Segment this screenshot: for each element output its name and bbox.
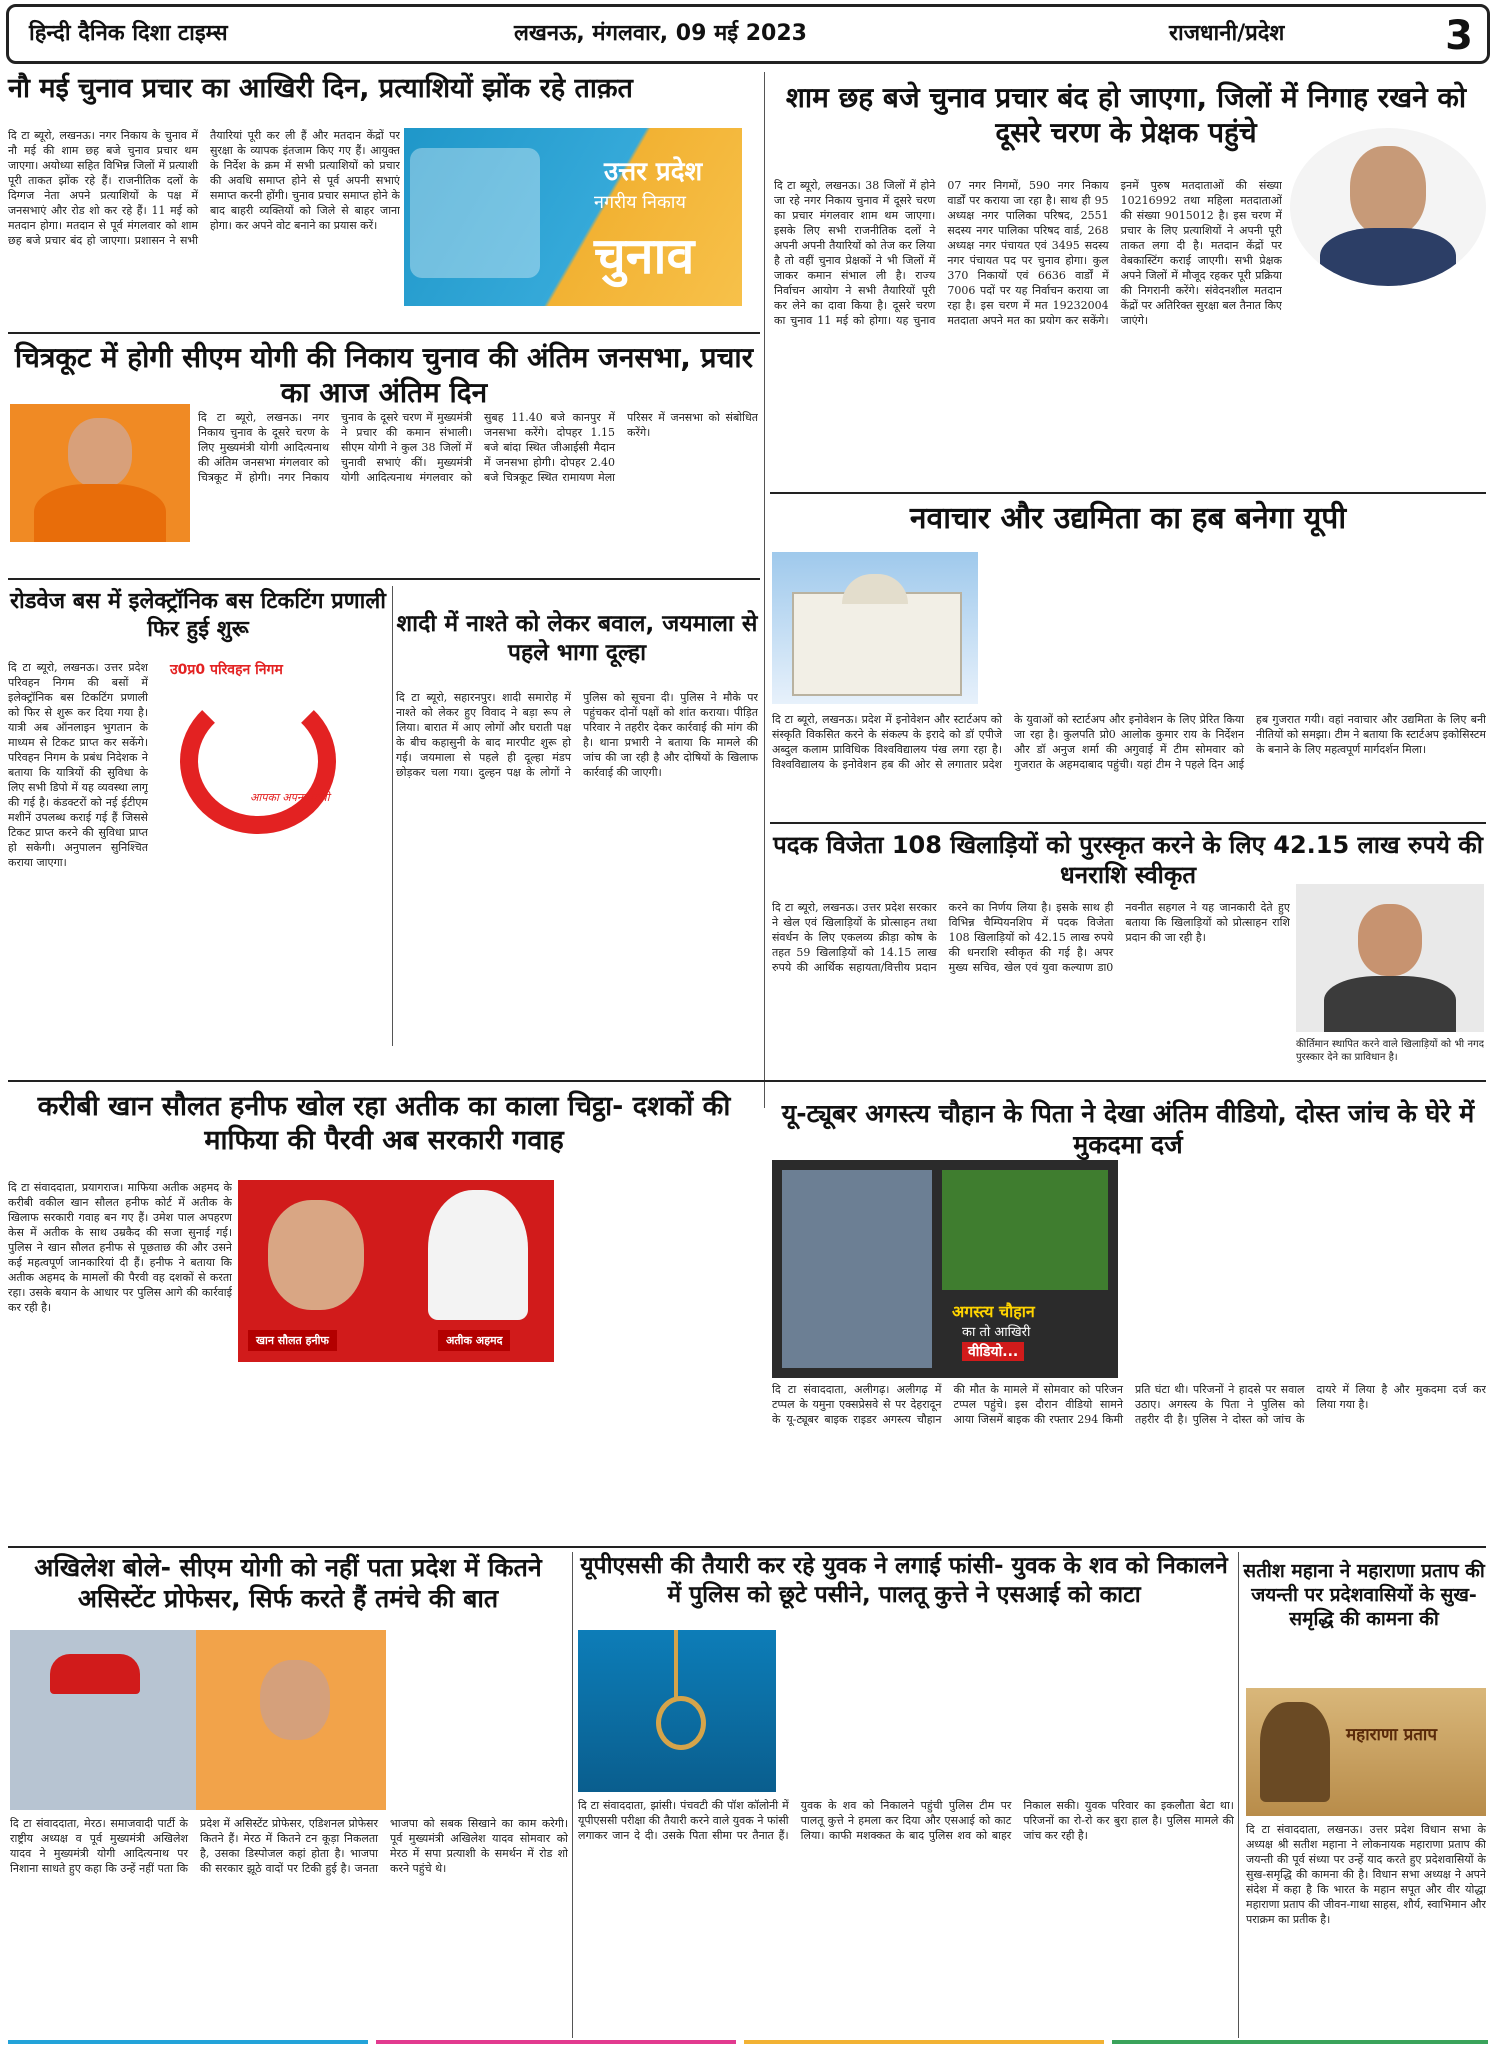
poster-title: महाराणा प्रताप	[1346, 1725, 1437, 1745]
section-name: राजधानी/प्रदेश	[1169, 21, 1285, 46]
upsrtc-logo-text: उ0प्र0 परिवहन निगम	[170, 662, 283, 678]
headline-upsc-aspirant: यूपीएससी की तैयारी कर रहे युवक ने लगाई फांसी- युवक के शव को निकालने में पुलिस को छूटे पसीने, पालतू कुत्ते ने एसआई को काटा	[580, 1553, 1228, 1608]
page-number: 3	[1445, 13, 1473, 59]
official-face	[1350, 146, 1426, 236]
section-divider	[8, 1546, 1486, 1548]
rope	[674, 1630, 678, 1700]
headline-roadways: रोडवेज बस में इलेक्ट्रॉनिक बस टिकटिंग प्रणाली फिर हुई शुरू	[10, 589, 386, 642]
section-divider	[8, 578, 760, 580]
body-yogi-chitrakoot: दि टा ब्यूरो, लखनऊ। नगर निकाय चुनाव के दूसरे चरण के लिए मुख्यमंत्री योगी आदित्यनाथ की अंतिम जनसभा मंगलवार को चित्रकूट में होगी। नगर निकाय चुनाव के दूसरे चरण में मुख्यमंत्री ने प्रचार की कमान संभाली। सीएम योगी ने कुल 38 जिलों में चुनावी सभाएं कीं। मुख्यमंत्री योगी आदित्यनाथ मंगलवार को सुबह 11.40 बजे कानपुर में जनसभा करेंगे। दोपहर 1.15 बजे बांदा स्थित जीआईसी मैदान में जनसभा होगी। दोपहर 2.40 बजे चित्रकूट स्थित रामायण मेला परिसर में जनसभा को संबोधित करेंगे।	[198, 411, 758, 484]
election-graphic	[404, 128, 742, 306]
section-divider	[770, 492, 1486, 494]
body-atiq-case-lower	[238, 1370, 760, 1520]
body-medal-winners: दि टा ब्यूरो, लखनऊ। उत्तर प्रदेश सरकार ने खेल एवं खिलाड़ियों के प्रोत्साहन तथा संवर्धन के लिए एकलव्य क्रीड़ा कोष के तहत 59 खिलाड़ियों को 14.15 लाख रुपये की आर्थिक सहायता/वित्तीय प्रदान करने का निर्णय लिया है। इसके साथ ही विभिन्न चैम्पियनशिप में पदक विजेता 108 खिलाड़ियों को 42.15 लाख रुपये की धनराशि स्वीकृत की गई है। अपर मुख्य सचिव, खेल एवं युवा कल्याण डा0 नवनीत सहगल ने यह जानकारी देते हुए बताया कि खिलाड़ियों को प्रोत्साहन राशि प्रदान की जा रही है।	[772, 901, 1290, 974]
body-mahana: दि टा संवाददाता, लखनऊ। उत्तर प्रदेश विधान सभा के अध्यक्ष श्री सतीश महाना ने लोकनायक महाराणा प्रताप की जयन्ती की पूर्व संध्या पर उन्हें याद करते हुए प्रदेशवासियों के सुख-समृद्धि की कामना की है। विधान सभा अध्यक्ष ने अपने संदेश में कहा है कि भारत के महान सपूत और वीर योद्धा महाराणा प्रताप की जीवन-गाथा साहस, शौर्य, स्वाभिमान और पराक्रम का प्रतीक है।	[1246, 1823, 1486, 1926]
headline-youtuber: यू-ट्यूबर अगस्त्य चौहान के पिता ने देखा अंतिम वीडियो, दोस्त जांच के घेरे में मुकदमा दर्ज	[781, 1099, 1475, 1160]
headline-akhilesh: अखिलेश बोले- सीएम योगी को नहीं पता प्रदेश में कितने असिस्टेंट प्रोफेसर, सिर्फ करते हैं तमंचे की बात	[34, 1553, 542, 1614]
maharana-poster	[1246, 1688, 1486, 1816]
upsrtc-logo	[150, 660, 390, 820]
building-block	[792, 592, 962, 696]
upsrtc-tagline: आपका अपना साथी	[250, 791, 330, 804]
label-atiq: अतीक अहमद	[438, 1330, 510, 1351]
university-building-photo	[772, 552, 978, 704]
section-divider	[770, 822, 1486, 824]
atiq-case-photo	[238, 1180, 554, 1362]
footer-strip	[744, 2040, 1104, 2044]
noose-loop-icon	[656, 1696, 706, 1750]
headline-medal-winners: पदक विजेता 108 खिलाड़ियों को पुरस्कृत करने के लिए 42.15 लाख रुपये की धनराशि स्वीकृत	[773, 831, 1483, 889]
body-upsc-aspirant: दि टा संवाददाता, झांसी। पंचवटी की पॉश कॉलोनी में यूपीएससी परीक्षा की तैयारी करने वाले युवक ने फांसी लगाकर जान दे दी। उसके पिता सीमा पर तैनात हैं। युवक के शव को निकालने पहुंची पुलिस टीम पर पालतू कुत्ते ने हमला कर दिया और एसआई को काट लिया। काफी मशक्कत के बाद पुलिस शव को बाहर निकाल सकी। युवक परिवार का इकलौता बेटा था। परिजनों का रो-रो कर बुरा हाल है। पुलिस मामले की जांच कर रही है।	[578, 1799, 1234, 1842]
headline-yogi-chitrakoot: चित्रकूट में होगी सीएम योगी की निकाय चुनाव की अंतिम जनसभा, प्रचार का आज अंतिम दिन	[14, 341, 754, 409]
column-divider	[572, 1552, 573, 2038]
youtuber-portrait	[782, 1170, 932, 1368]
column-divider	[1238, 1552, 1239, 2038]
headline-election-observers: शाम छह बजे चुनाव प्रचार बंद हो जाएगा, जिलों में निगाह रखने को दूसरे चरण के प्रेक्षक पहुंचे	[785, 81, 1467, 149]
official-photo	[1290, 128, 1486, 286]
photo-text-1: अगस्त्य चौहान	[952, 1302, 1035, 1321]
official-suit	[1324, 976, 1456, 1032]
graphic-line-1: उत्तर प्रदेश	[604, 157, 703, 187]
body-roadways-cont	[152, 830, 392, 1040]
body-wedding: दि टा ब्यूरो, सहारनपुर। शादी समारोह में नाश्ते को लेकर हुए विवाद ने बड़ा रूप ले लिया। बारात में आए लोगों और घराती पक्ष के बीच कहासुनी के बाद मारपीट शुरू हो गई। जयमाला से पहले ही दूल्हा मंडप छोड़कर चला गया। दुल्हन पक्ष के लोगों ने पुलिस को सूचना दी। पुलिस ने मौके पर पहुंचकर दोनों पक्षों को शांत कराया। पीड़ित परिवार ने तहरीर देकर कार्रवाई की मांग की है। थाना प्रभारी ने बताया कि मामले की जांच की जा रही है और दोषियों के खिलाफ कार्रवाई की जाएगी।	[396, 691, 758, 779]
masthead	[6, 4, 1490, 64]
yogi-face	[68, 418, 132, 488]
official-coat	[1320, 228, 1456, 286]
ballot-box-icon	[410, 148, 540, 278]
footer-strip	[8, 2040, 368, 2044]
paper-name: हिन्दी दैनिक दिशा टाइम्स	[29, 21, 228, 46]
headline-wedding: शादी में नाश्ते को लेकर बवाल, जयमाला से पहले भागा दूल्हा	[396, 611, 758, 666]
noose-photo	[578, 1630, 776, 1792]
section-divider	[8, 332, 760, 334]
yogi-face-2	[260, 1660, 330, 1740]
label-hanif: खान सौलत हनीफ	[248, 1330, 337, 1351]
body-akhilesh-right	[392, 1630, 568, 1810]
body-upsc-aspirant-upper	[784, 1630, 1234, 1792]
sports-official-photo	[1296, 884, 1484, 1032]
body-youtuber: दि टा संवाददाता, अलीगढ़। अलीगढ़ में टप्पल के यमुना एक्सप्रेसवे से पर देहरादून के यू-ट्यूबर बाइक राइडर अगस्त्य चौहान की मौत के मामले में सोमवार को परिजन टप्पल पहुंचे। इस दौरान वीडियो सामने आया जिसमें बाइक की रफ्तार 294 किमी प्रति घंटा थी। परिजनों ने हादसे पर सवाल उठाए। अगस्त्य के पिता ने पुलिस को तहरीर दी है। पुलिस ने दोस्त को जांच के दायरे में लिया है और मुकदमा दर्ज कर लिया गया है।	[772, 1383, 1486, 1426]
red-cap	[50, 1654, 140, 1694]
body-roadways: दि टा ब्यूरो, लखनऊ। उत्तर प्रदेश परिवहन निगम की बसों में इलेक्ट्रॉनिक बस टिकटिंग प्रणाली को फिर से शुरू कर दिया गया है। यात्री अब ऑनलाइन भुगतान के माध्यम से टिकट प्राप्त कर सकेंगे। परिवहन निगम के प्रबंध निदेशक ने बताया कि यात्रियों की सुविधा के लिए सभी डिपो में यह व्यवस्था लागू की गई है। कंडक्टरों को नई ईटीएम मशीनें उपलब्ध कराई गई हैं जिससे टिकट प्राप्त करने की सुविधा प्राप्त हो सकेगी। अनुपालन सुनिश्चित कराया जाएगा।	[8, 661, 148, 869]
hanif-face	[268, 1200, 364, 1310]
footer-strip	[1112, 2040, 1488, 2044]
akhilesh-yogi-photo	[10, 1630, 386, 1810]
headline-atiq-case: करीबी खान सौलत हनीफ खोल रहा अतीक का काला चिट्ठा- दशकों की माफिया की पैरवी अब सरकारी गवाह	[37, 1091, 731, 1156]
body-election-observers: दि टा ब्यूरो, लखनऊ। 38 जिलों में होने जा रहे नगर निकाय चुनाव में दूसरे चरण का प्रचार मंगलवार शाम थम जाएगा। इसके लिए सभी राजनीतिक दलों ने अपनी अपनी तैयारियों को तेज कर लिया है तो वहीं चुनाव प्रेक्षकों ने भी जिलों में जाकर कमान संभाल ली है। राज्य निर्वाचन आयोग ने सभी तैयारियों पूरी कर लेने का दावा किया है। दूसरे चरण का चुनाव 11 मई को होगा। यह चुनाव 07 नगर निगमों, 590 नगर निकाय वार्डों पर कराया जा रहा है। साथ ही 95 अध्यक्ष नगर पालिका परिषद, 2551 सदस्य नगर पालिका परिषद वार्ड, 268 अध्यक्ष नगर पंचायत एवं 3495 सदस्य नगर पंचायत पद पर चुनाव होगा। कुल 370 निकायों एवं 6636 वार्डों में 7006 पदों पर यह निर्वाचन कराया जा रहा है। इस चरण में मत 19232004 मतदाता अपने मत का प्रयोग कर सकेंगे। इनमें पुरुष मतदाताओं की संख्या 10216992 तथा महिला मतदाताओं की संख्या 9015012 है। इस चरण में प्रचार के लिए प्रत्याशियों ने अपनी पूरी ताकत लगा दी है। मतदान केंद्रों पर वेबकास्टिंग कराई जाएगी। सभी प्रेक्षक अपने जिलों में मौजूद रहकर पूरी प्रक्रिया की निगरानी करेंगे। संवेदनशील मतदान केंद्रों पर अतिरिक्त सुरक्षा बल तैनात किए जाएंगे।	[774, 179, 1282, 327]
graphic-line-2: नगरीय निकाय	[594, 192, 686, 213]
building-dome	[842, 574, 908, 604]
body-election-observers-cont	[1290, 292, 1486, 488]
body-startup-hub-upper	[986, 552, 1486, 704]
yogi-photo	[10, 404, 190, 542]
yogi-robe	[34, 484, 166, 542]
body-youtuber-right	[1124, 1172, 1486, 1372]
photo-text-3: वीडियो...	[962, 1342, 1024, 1361]
body-atiq-case: दि टा संवाददाता, प्रयागराज। माफिया अतीक अहमद के करीबी वकील खान सौलत हनीफ कोर्ट में अतीक के खिलाफ सरकारी गवाह बन गए हैं। उमेश पाल अपहरण केस में अतीक के साथ उम्रकैद की सजा सुनाई गई। पुलिस ने खान सौलत हनीफ से पूछताछ की और उसने कई महत्वपूर्ण जानकारियां दी हैं। हनीफ ने बताया कि अतीक अहमद के मामलों की पैरवी वह दशकों से करता रहा। उसके बयान के आधार पर पुलिस आगे की कार्रवाई कर रही है।	[8, 1181, 232, 1314]
photo-text-2: का तो आखिरी	[962, 1325, 1031, 1340]
column-divider	[764, 72, 765, 1108]
column-divider	[392, 586, 393, 1046]
atiq-turban	[428, 1190, 528, 1320]
body-poll-last-day: दि टा ब्यूरो, लखनऊ। नगर निकाय के चुनाव में नौ मई की शाम छह बजे चुनाव प्रचार थम जाएगा। अयोध्या सहित विभिन्न जिलों में प्रत्याशी पूरी ताकत झोंक रहे हैं। राजनीतिक दलों के दिग्गज नेता अपने प्रत्याशियों के पक्ष में जनसभाएं और रोड शो कर रहे हैं। 11 मई को मतदान होगा। मतदान से पूर्व मंगलवार को शाम छह बजे प्रचार बंद हो जाएगा। प्रशासन ने सभी तैयारियां पूरी कर ली हैं और मतदान केंद्रों पर सुरक्षा के व्यापक इंतजाम किए गए हैं। आयुक्त के निर्देश के क्रम में सभी प्रत्याशियों को प्रचार की अवधि समाप्त होने से पूर्व अपनी सभाएं समाप्त करनी होंगी। चुनाव प्रचार समाप्त होने के बाद बाहरी व्यक्तियों को जिले से बाहर जाना होगा। कर अपने वोट बनाने का प्रयास करें।	[8, 129, 400, 247]
dateline: लखनऊ, मंगलवार, 09 मई 2023	[514, 21, 807, 46]
official-face-2	[1358, 904, 1422, 976]
youtuber-photo	[772, 1160, 1118, 1378]
body-akhilesh: दि टा संवाददाता, मेरठ। समाजवादी पार्टी के राष्ट्रीय अध्यक्ष व पूर्व मुख्यमंत्री अखिलेश यादव ने मुख्यमंत्री योगी आदित्यनाथ पर निशाना साधते हुए कहा कि उन्हें नहीं पता कि प्रदेश में असिस्टेंट प्रोफेसर, एडिशनल प्रोफेसर कितने हैं। मेरठ में कितने टन कूड़ा निकलता है, उसका डिस्पोजल कहां होता है। भाजपा की सरकार झूठे वादों पर टिकी हुई है। जनता भाजपा को सबक सिखाने का काम करेगी। पूर्व मुख्यमंत्री अखिलेश यादव सोमवार को मेरठ में सपा प्रत्याशी के समर्थन में रोड शो करने पहुंचे थे।	[10, 1817, 568, 1875]
section-divider	[8, 1080, 1486, 1082]
headline-poll-last-day: नौ मई चुनाव प्रचार का आखिरी दिन, प्रत्याशियों झोंक रहे ताक़त	[8, 73, 633, 104]
headline-startup-hub: नवाचार और उद्यमिता का हब बनेगा यूपी	[909, 501, 1347, 536]
graphic-line-3: चुनाव	[594, 227, 695, 285]
headline-mahana: सतीश महाना ने महाराणा प्रताप की जयन्ती पर प्रदेशवासियों के सुख-समृद्धि की कामना की	[1243, 1560, 1485, 1630]
body-atiq-case-right	[560, 1180, 760, 1370]
green-bike-image	[942, 1170, 1108, 1290]
upsrtc-emblem-icon	[180, 688, 336, 834]
footer-strip	[376, 2040, 736, 2044]
body-startup-hub: दि टा ब्यूरो, लखनऊ। प्रदेश में इनोवेशन और स्टार्टअप को संस्कृति विकसित करने के संकल्प के इरादे को डॉ एपीजे अब्दुल कलाम प्राविधिक विश्वविद्यालय पंख लगा रहा है। विश्वविद्यालय के इनोवेशन हब की ओर से लगातार प्रदेश के युवाओं को स्टार्टअप और इनोवेशन के लिए प्रेरित किया जा रहा है। कुलपति प्रो0 आलोक कुमार राय के निर्देशन और डॉ अनुज शर्मा की अगुवाई में टीम सोमवार को गुजरात के अहमदाबाद पहुंची। यहां टीम ने पहले दिन आई हब गुजरात गयी। वहां नवाचार और उद्यमिता के लिए बनी नीतियों को समझा। टीम ने बताया कि स्टार्टअप इकोसिस्टम के बनाने के लिए महत्वपूर्ण मार्गदर्शन मिला।	[772, 713, 1486, 771]
horseman-figure	[1260, 1702, 1330, 1802]
medal-photo-caption: कीर्तिमान स्थापित करने वाले खिलाड़ियों को भी नगद पुरस्कार देने का प्राविधान है।	[1296, 1039, 1484, 1063]
